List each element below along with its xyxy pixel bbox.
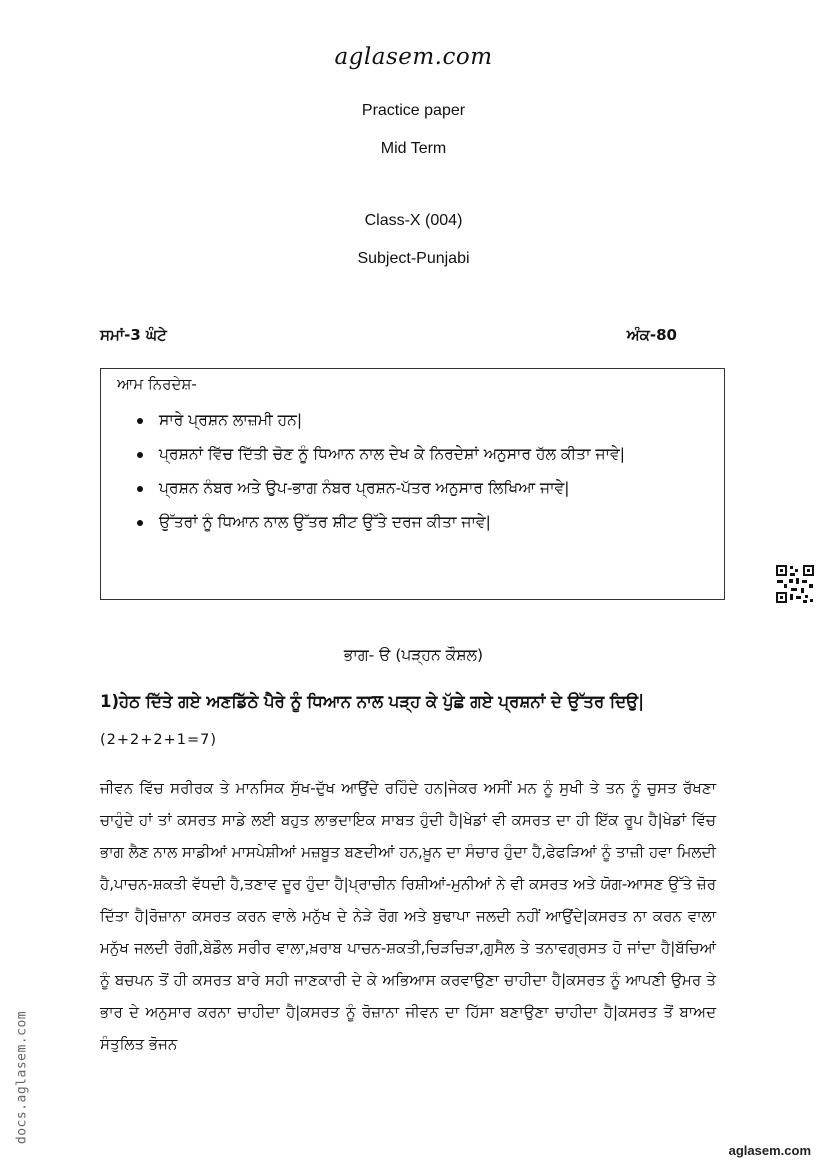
general-instructions-box xyxy=(100,368,725,600)
subject-name: Subject-Punjabi xyxy=(357,250,470,267)
instruction-item: ਸਾਰੇ ਪ੍ਰਸ਼ਨ ਲਾਜ਼ਮੀ ਹਨ| xyxy=(137,403,707,437)
side-watermark xyxy=(12,998,32,1158)
instruction-item: ਪ੍ਰਸ਼ਨ ਨੰਬਰ ਅਤੇ ਉਪ-ਭਾਗ ਨੰਬਰ ਪ੍ਰਸ਼ਨ-ਪੱਤਰ ਅਨੁਸਾਰ ਲਿਖਿਆ ਜਾਵੇ| xyxy=(137,471,707,505)
question-1-text: 1)ਹੇਠ ਦਿੱਤੇ ਗਏ ਅਣਡਿੱਠੇ ਪੈਰੇ ਨੂੰ ਧਿਆਨ ਨਾਲ ਪੜ੍ਹ ਕੇ ਪੁੱਛੇ ਗਏ ਪ੍ਰਸ਼ਨਾਂ ਦੇ ਉੱਤਰ ਦਿਉ| xyxy=(100,692,645,711)
qr-code-icon xyxy=(775,564,815,604)
site-logo: aglasem.com xyxy=(334,44,493,70)
question-1-marks: (2+2+2+1=7) xyxy=(100,732,218,748)
instruction-item: ਉੱਤਰਾਂ ਨੂੰ ਧਿਆਨ ਨਾਲ ਉੱਤਰ ਸ਼ੀਟ ਉੱਤੇ ਦਰਜ ਕੀਤਾ ਜਾਵੇ| xyxy=(137,505,707,539)
instruction-item: ਪ੍ਰਸ਼ਨਾਂ ਵਿੱਚ ਦਿੱਤੀ ਚੋਣ ਨੂੰ ਧਿਆਨ ਨਾਲ ਦੇਖ ਕੇ ਨਿਰਦੇਸ਼ਾਂ ਅਨੁਸਾਰ ਹੱਲ ਕੀਤਾ ਜਾਵੇ| xyxy=(137,437,707,471)
instructions-list xyxy=(131,403,707,539)
section-title: ਭਾਗ- ੳ (ਪੜ੍ਹਨ ਕੌਸ਼ਲ) xyxy=(343,646,484,664)
term-name: Mid Term xyxy=(380,140,447,157)
instructions-title: ਆਮ ਨਿਰਦੇਸ਼- xyxy=(117,375,197,393)
paper-type: Practice paper xyxy=(361,102,466,119)
class-code: Class-X (004) xyxy=(364,212,463,229)
time-allowed: ਸਮਾਂ-3 ਘੰਟੇ xyxy=(100,326,167,344)
side-watermark-text: docs.aglasem.com xyxy=(14,1010,30,1145)
comprehension-passage: ਜੀਵਨ ਵਿੱਚ ਸਰੀਰਕ ਤੇ ਮਾਨਸਿਕ ਸੁੱਖ-ਦੁੱਖ ਆਉਂਦੇ ਰਹਿੰਦੇ ਹਨ|ਜੇਕਰ ਅਸੀਂ ਮਨ ਨੂੰ ਸੁਖੀ ਤੇ ਤਨ ਨੂੰ ਚੁਸਤ ਰੱਖਣਾ ਚਾਹੁੰਦੇ ਹਾਂ ਤਾਂ ਕਸਰਤ ਸਾਡੇ ਲਈ ਬਹੁਤ ਲਾਭਦਾਇਕ ਸਾਬਤ ਹੁੰਦੀ ਹੈ|ਖੇਡਾਂ ਵੀ ਕਸਰਤ ਦਾ ਹੀ ਇੱਕ ਰੂਪ ਹੈ|ਖੇਡਾਂ ਵਿੱਚ ਭਾਗ ਲੈਣ ਨਾਲ ਸਾਡੀਆਂ ਮਾਸਪੇਸ਼ੀਆਂ ਮਜ਼ਬੂਤ ਬਣਦੀਆਂ ਹਨ,ਖ਼ੂਨ ਦਾ ਸੰਚਾਰ ਹੁੰਦਾ ਹੈ,ਫੇਫੜਿਆਂ ਨੂੰ ਤਾਜ਼ੀ ਹਵਾ ਮਿਲਦੀ ਹੈ,ਪਾਚਨ-ਸ਼ਕਤੀ ਵੱਧਦੀ ਹੈ,ਤਣਾਵ ਦੂਰ ਹੁੰਦਾ ਹੈ|ਪ੍ਰਾਚੀਨ ਰਿਸ਼ੀਆਂ-ਮੁਨੀਆਂ ਨੇ ਵੀ ਕਸਰਤ ਅਤੇ ਯੋਗ-ਆਸਣ ਉੱਤੇ ਜ਼ੋਰ ਦਿੱਤਾ ਹੈ|ਰੋਜ਼ਾਨਾ ਕਸਰਤ ਕਰਨ ਵਾਲੇ ਮਨੁੱਖ ਦੇ ਨੇੜੇ ਰੋਗ ਅਤੇ ਬੁਢਾਪਾ ਜਲਦੀ ਨਹੀਂ ਆਉਂਦੇ|ਕਸਰਤ ਨਾ ਕਰਨ ਵਾਲਾ ਮਨੁੱਖ ਜਲਦੀ ਰੋਗੀ,ਬੇਡੌਲ ਸਰੀਰ ਵਾਲਾ,ਖ਼ਰਾਬ ਪਾਚਨ-ਸ਼ਕਤੀ,ਚਿੜਚਿੜਾ,ਗੁਸੈਲ ਤੇ ਤਨਾਵਗ੍ਰਸਤ ਹੋ ਜਾਂਦਾ ਹੈ|ਬੱਚਿਆਂ ਨੂੰ ਬਚਪਨ ਤੋਂ ਹੀ ਕਸਰਤ ਬਾਰੇ ਸਹੀ ਜਾਣਕਾਰੀ ਦੇ ਕੇ ਅਭਿਆਸ ਕਰਵਾਉਣਾ ਚਾਹੀਦਾ ਹੈ|ਕਸਰਤ ਨੂੰ ਆਪਣੀ ਉਮਰ ਤੇ ਭਾਰ ਦੇ ਅਨੁਸਾਰ ਕਰਨਾ ਚਾਹੀਦਾ ਹੈ|ਕਸਰਤ ਨੂੰ ਰੋਜ਼ਾਨਾ ਜੀਵਨ ਦਾ ਹਿੱਸਾ ਬਣਾਉਣਾ ਚਾਹੀਦਾ ਹੈ|ਕਸਰਤ ਤੋਂ ਬਾਅਦ ਸੰਤੁਲਿਤ ਭੋਜਨ xyxy=(100,779,716,1053)
footer-brand: aglasem.com xyxy=(728,1143,811,1158)
max-marks: ਅੰਕ-80 xyxy=(626,326,677,344)
